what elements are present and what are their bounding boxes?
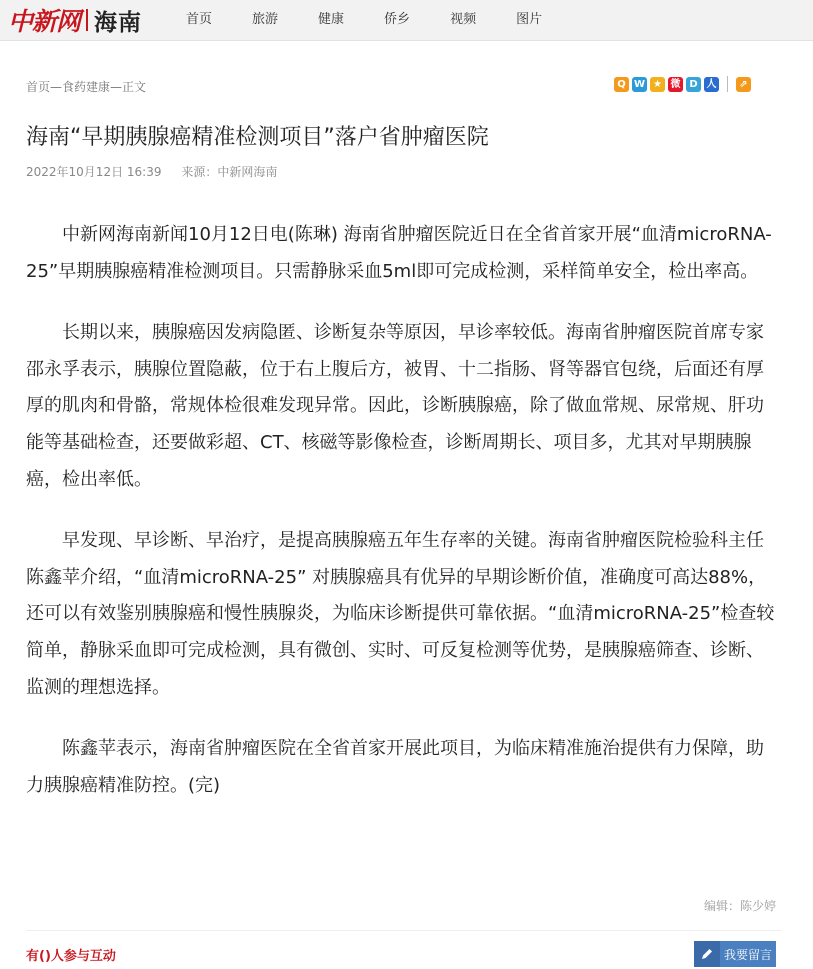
article-source: 来源：中新网海南 [181,165,278,179]
breadcrumb[interactable]: 首页—食药建康—正文 [26,80,147,94]
qzone-icon[interactable]: Q [614,77,629,92]
main-nav [186,0,582,40]
logo-region-text: 海南 [94,9,143,36]
article-meta [26,163,293,180]
wechat-icon[interactable]: W [633,78,646,90]
top-bar [0,0,813,41]
favorite-icon[interactable]: ★ [650,77,665,92]
interaction-count[interactable]: 有()人参与互动 [26,949,116,964]
nav-item-photos[interactable]: 图片 [516,12,543,27]
article-title: 海南“早期胰腺癌精准检测项目”落户省肿瘤医院 [26,125,489,150]
publish-date: 2022年10月12日 16:39 [26,165,162,179]
comment-button-label: 我要留言 [724,947,773,962]
douban-icon[interactable]: D [686,77,701,92]
article-paragraph: 早发现、早诊断、早治疗，是提高胰腺癌五年生存率的关键。海南省肿瘤医院检验科主任陈鑫苹介绍，“血清microRNA-25” 对胰腺癌具有优异的早期诊断价值，准确度可高达88%，还可以有效鉴别胰腺癌和慢性胰腺炎，为临床诊断提供可靠依据。“血清microRNA-25”检查较简单，静脉采血即可完成检测，具有微创、实时、可反复检测等优势，是胰腺癌筛查、诊断、监测的理想选择。 [26,530,775,698]
logo-main-text: 中新网 [8,7,81,36]
weibo-icon[interactable]: 微 [668,77,683,92]
article-paragraph: 中新网海南新闻10月12日电(陈琳) 海南省肿瘤医院近日在全省首家开展“血清microRNA-25”早期胰腺癌精准检测项目。只需静脉采血5ml即可完成检测，采样简单安全，检出率高。 [26,224,772,282]
nav-item-health[interactable]: 健康 [318,12,345,27]
renren-icon[interactable]: 人 [704,77,719,92]
article-body [26,217,781,829]
site-logo[interactable] [8,3,142,37]
logo-divider [86,9,88,31]
nav-item-travel[interactable]: 旅游 [252,12,279,27]
editor-credit: 编辑：陈少婷 [703,899,776,913]
share-bar [614,76,754,92]
nav-item-video[interactable]: 视频 [450,12,477,27]
comment-button[interactable] [694,941,776,967]
share-divider [727,76,728,92]
share-more-icon[interactable]: ⇗ [736,77,751,92]
article-paragraph: 陈鑫苹表示，海南省肿瘤医院在全省首家开展此项目，为临床精准施治提供有力保障，助力胰腺癌精准防控。(完) [26,738,764,796]
article-paragraph: 长期以来，胰腺癌因发病隐匿、诊断复杂等原因，早诊率较低。海南省肿瘤医院首席专家邵永孚表示，胰腺位置隐蔽，位于右上腹后方，被胃、十二指肠、肾等器官包绕，后面还有厚厚的肌肉和骨骼，常规体检很难发现异常。因此，诊断胰腺癌，除了做血常规、尿常规、肝功能等基础检查，还要做彩超、CT、核磁等影像检查，诊断周期长、项目多，尤其对早期胰腺癌，检出率低。 [26,322,764,490]
nav-item-overseas[interactable]: 侨乡 [384,12,411,27]
nav-item-home[interactable]: 首页 [186,12,213,27]
pen-icon [694,941,720,967]
footer-divider [26,930,781,931]
